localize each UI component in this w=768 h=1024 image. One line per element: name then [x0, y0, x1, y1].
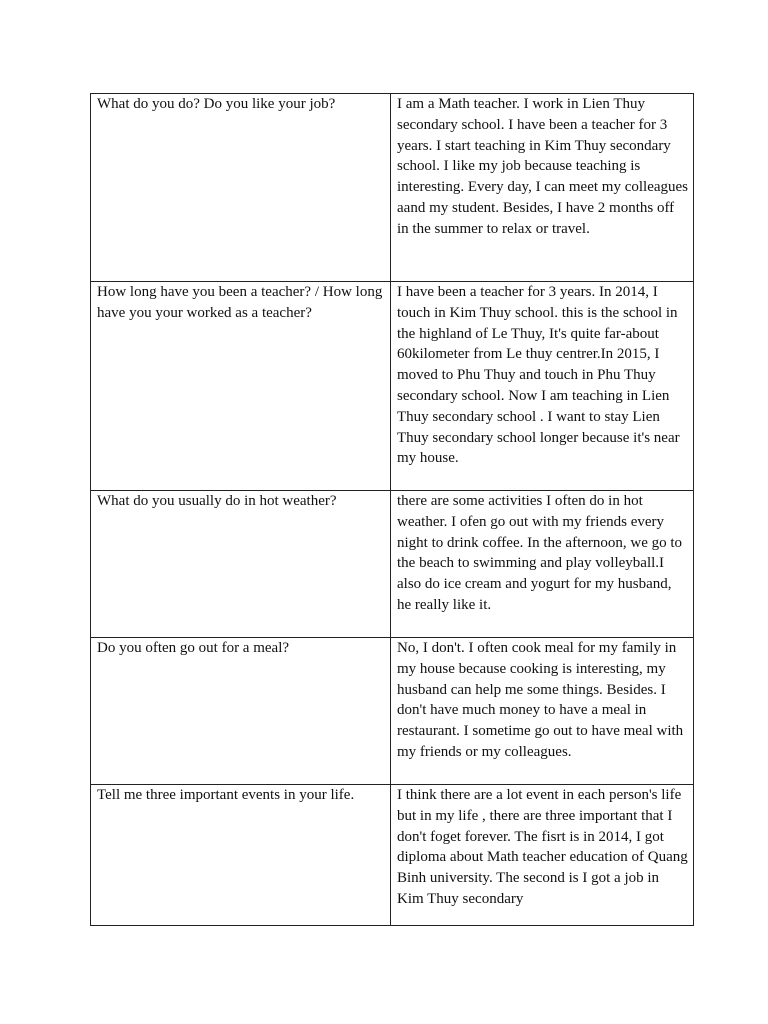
- table-row: [91, 94, 694, 282]
- answer-cell: [391, 638, 694, 785]
- table-row: [91, 785, 694, 926]
- question-cell: [91, 785, 391, 926]
- answer-text: there are some activities I often do in hot weather. I ofen go out with my friends every night to drink coffee. In the afternoon, we go to the beach to swimming and play volleyball.I also do ice cream and yogurt for my husband, he really like it.: [397, 493, 683, 613]
- question-cell: [91, 282, 391, 491]
- question-text: Do you often go out for a meal?: [97, 640, 290, 656]
- question-cell: [91, 491, 391, 638]
- question-cell: [91, 94, 391, 282]
- answer-text: I am a Math teacher. I work in Lien Thuy secondary school. I have been a teacher for 3 years. I start teaching in Kim Thuy secondary school. I like my job because teaching is interesting. Every day, I can meet my colleagues aand my student. Besides, I have 2 months off in the summer to relax or travel.: [397, 96, 688, 237]
- answer-cell: [391, 94, 694, 282]
- table-row: [91, 491, 694, 638]
- answer-text: I have been a teacher for 3 years. In 2014, I touch in Kim Thuy school. this is the school in the highland of Le Thuy, It's quite far-about 60kilometer from Le thuy centrer.In 2015, I moved to Phu Thuy and touch in Phu Thuy secondary school. Now I am teaching in Lien Thuy secondary school . I want to stay Lien Thuy secondary school longer because it's near my house.: [397, 284, 680, 467]
- question-text: Tell me three important events in your life.: [97, 787, 355, 803]
- answer-cell: [391, 491, 694, 638]
- question-text: What do you usually do in hot weather?: [97, 493, 337, 509]
- qa-table: [90, 93, 694, 926]
- table-row: [91, 282, 694, 491]
- answer-text: No, I don't. I often cook meal for my family in my house because cooking is interesting, my husband can help me some things. Besides. I don't have much money to have a meal in restaurant. I sometime go out to have meal with my friends or my colleagues.: [397, 640, 684, 760]
- answer-text: I think there are a lot event in each person's life but in my life , there are three important that I don't foget forever. The fisrt is in 2014, I got diploma about Math teacher education of Quang Binh university. The second is I got a job in Kim Thuy secondary: [397, 787, 688, 907]
- question-text: How long have you been a teacher? / How long have you your worked as a teacher?: [97, 284, 383, 321]
- question-cell: [91, 638, 391, 785]
- table-row: [91, 638, 694, 785]
- answer-cell: [391, 785, 694, 926]
- answer-cell: [391, 282, 694, 491]
- question-text: What do you do? Do you like your job?: [97, 96, 336, 112]
